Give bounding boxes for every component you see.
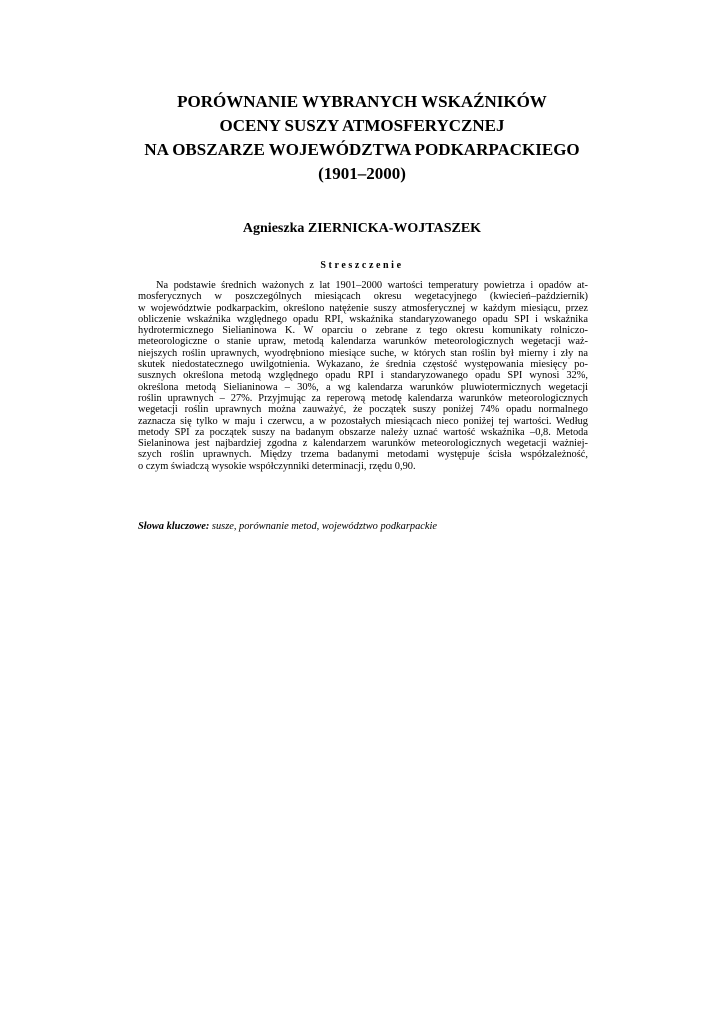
paper-title xyxy=(100,90,624,186)
abstract-body xyxy=(138,280,588,472)
keywords-text: susze, porównanie metod, województwo podkarpackie xyxy=(209,521,438,532)
abstract-line: wegetacji roślin uprawnych można zauważyć, że początek suszy poniżej 74% opadu normalnego xyxy=(138,404,588,416)
title-line-2: OCENY SUSZY ATMOSFERYCZNEJ xyxy=(219,116,505,135)
abstract-line: skutek niedostatecznego uwilgotnienia. Wykazano, że średnia częstość występowania miesięcy po- xyxy=(138,359,588,371)
abstract-line: zaznacza się tylko w maju i czerwcu, a w pozostałych miesiącach nieco poniżej tej wartości. Według xyxy=(138,415,588,427)
abstract-line: obliczenie wskaźnika względnego opadu RPI, wskaźnika standaryzowanego opadu SPI i wskaźnika xyxy=(138,313,588,325)
title-line-1: PORÓWNANIE WYBRANYCH WSKAŹNIKÓW xyxy=(177,92,547,111)
abstract-line: w województwie podkarpackim, określono natężenie suszy atmosferycznej w każdym miesiącu, przez xyxy=(138,302,588,314)
abstract-line: mosferycznych w poszczególnych miesiącach okresu wegetacyjnego (kwiecień–październik) xyxy=(138,291,588,303)
abstract-line: susznych określona metodą względnego opadu RPI i standaryzowanego opadu SPI wynosi 32%, xyxy=(138,370,588,382)
abstract-line: niejszych roślin uprawnych, wyodrębniono miesiące suche, w których stan roślin był mierny i zły na xyxy=(138,347,588,359)
title-line-4: (1901–2000) xyxy=(318,164,406,183)
abstract-line: roślin uprawnych – 27%. Przyjmując za reperową metodę kalendarza warunków meteorologicznych xyxy=(138,392,588,404)
abstract-line: hydrotermicznego Sielianinowa K. W oparciu o zebrane z tego okresu komunikaty rolniczo- xyxy=(138,325,588,337)
title-line-3: NA OBSZARZE WOJEWÓDZTWA PODKARPACKIEGO xyxy=(144,140,580,159)
keywords xyxy=(138,521,588,533)
abstract-line: metody SPI za początek suszy na badanym obszarze należy uznać wartość wskaźnika –0,8. Metoda xyxy=(138,426,588,438)
abstract-line: Na podstawie średnich ważonych z lat 1901–2000 wartości temperatury powietrza i opadów at- xyxy=(156,280,588,291)
abstract-line: określona metodą Sielianinowa – 30%, a wg kalendarza warunków pluwiotermicznych wegetacji xyxy=(138,381,588,393)
abstract-line: szych roślin uprawnych. Między trzema badanymi metodami występuje ścisła współzależność, xyxy=(138,449,588,461)
abstract-line: o czym świadczą wysokie współczynniki determinacji, rzędu 0,90. xyxy=(138,460,416,472)
keywords-label: Słowa kluczowe: xyxy=(138,521,210,532)
abstract-line: Sielaninowa jest najbardziej zgodna z kalendarzem warunków meteorologicznych wegetacji ważniej- xyxy=(138,438,588,450)
abstract-heading: Streszczenie xyxy=(320,260,404,271)
abstract-line: meteorologiczne o stanie upraw, metodą kalendarza warunków meteorologicznych wegetacji waż- xyxy=(138,336,588,348)
author-name: Agnieszka ZIERNICKA-WOJTASZEK xyxy=(242,221,482,236)
